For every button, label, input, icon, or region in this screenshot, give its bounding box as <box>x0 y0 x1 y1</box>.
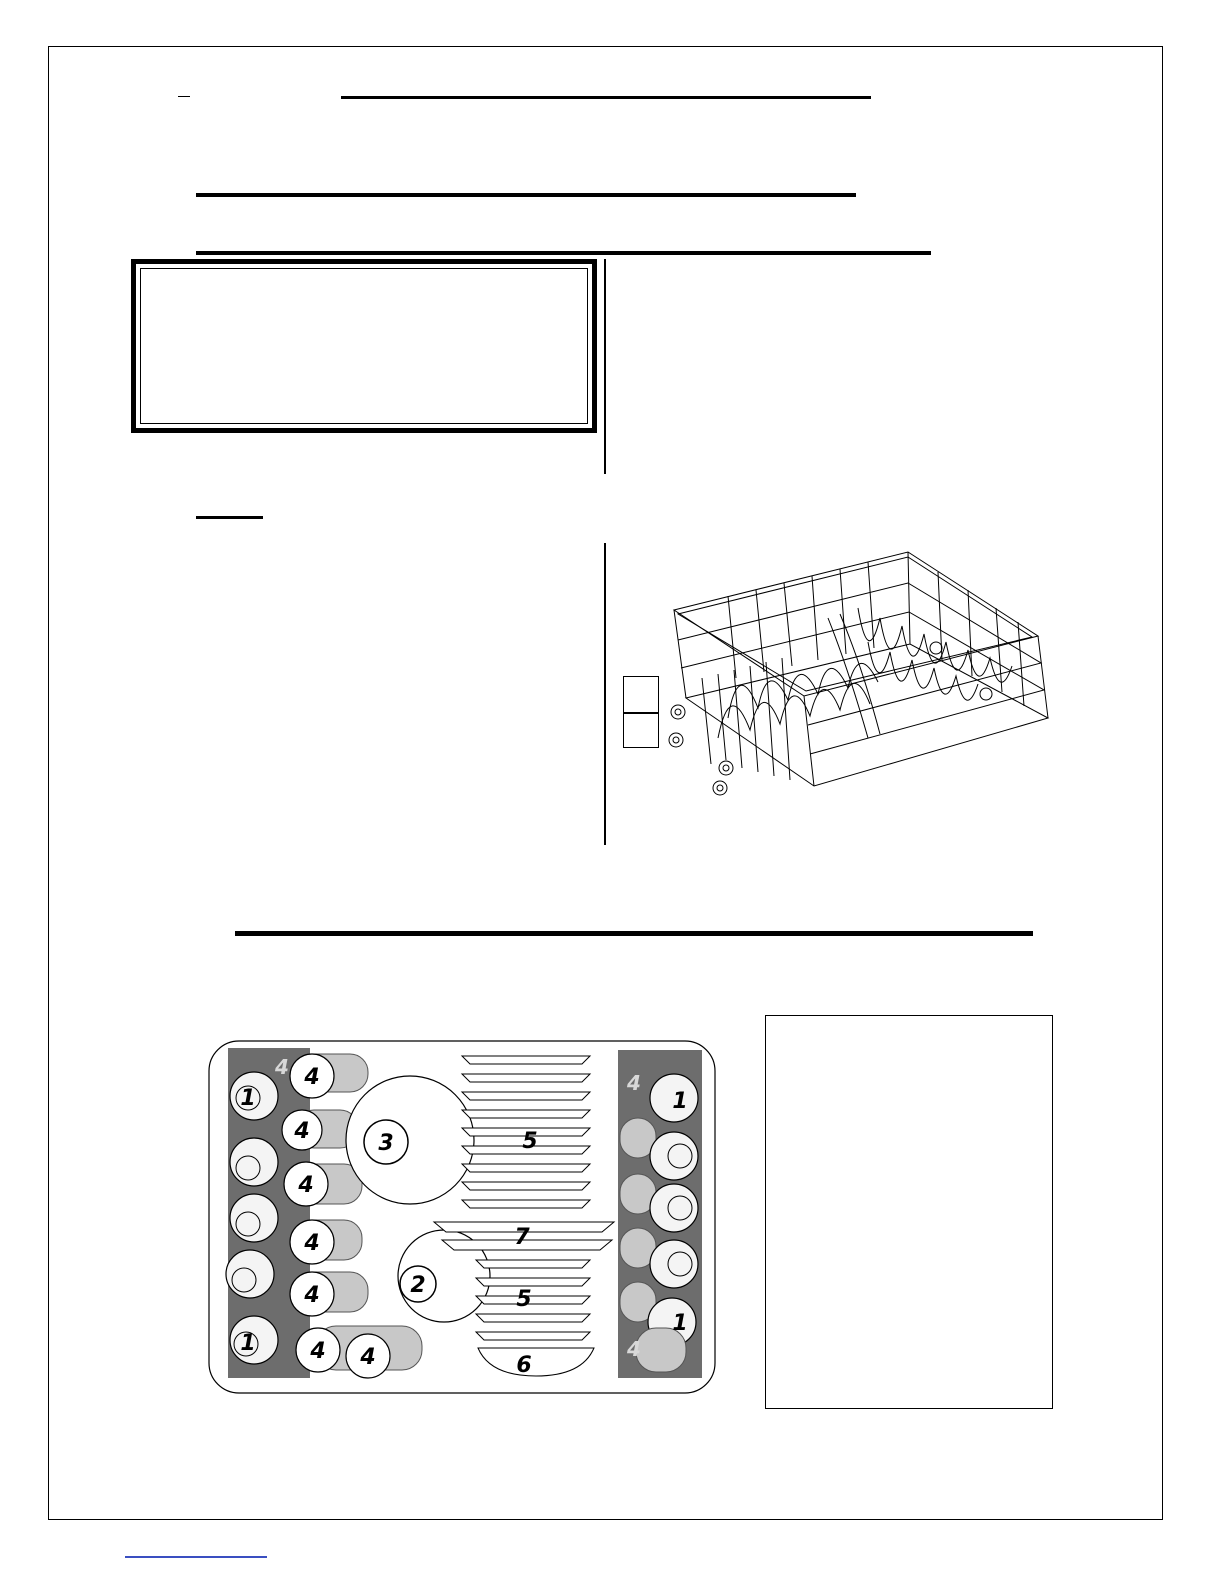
label-bowl: 6 <box>516 1353 532 1378</box>
rack-top-rim <box>674 552 1038 696</box>
label-plates: 5 <box>516 1287 532 1312</box>
label-cup: 1 <box>672 1311 688 1336</box>
label-glass: 4 <box>304 1231 320 1256</box>
column-divider-top <box>604 259 606 474</box>
label-platter: 7 <box>514 1225 530 1250</box>
label-plates: 5 <box>522 1129 538 1154</box>
upper-rack-svg <box>618 548 1066 820</box>
section-rule <box>235 931 1033 936</box>
header-dash <box>178 96 190 97</box>
label-cup: 1 <box>240 1086 256 1111</box>
column-divider-bottom <box>604 543 606 845</box>
label-glass: 4 <box>304 1283 320 1308</box>
label-glass-faint: 4 <box>275 1055 289 1079</box>
title-rule <box>341 96 871 99</box>
warning-frame-inner <box>140 268 588 424</box>
label-glass-faint: 4 <box>627 1071 641 1095</box>
loading-legend-box <box>765 1015 1053 1409</box>
label-glass: 4 <box>294 1119 310 1144</box>
footer-link-underline[interactable] <box>125 1556 267 1558</box>
upper-rack-illustration <box>618 548 1066 820</box>
label-glass: 4 <box>310 1339 326 1364</box>
label-cup: 1 <box>240 1331 256 1356</box>
label-glass-faint: 4 <box>627 1337 641 1361</box>
label-medium-plate: 2 <box>410 1273 426 1298</box>
label-cup: 1 <box>672 1089 688 1114</box>
lower-rack-loading-diagram <box>206 1038 718 1396</box>
heading-rule-1 <box>196 193 856 197</box>
label-large-plate: 3 <box>378 1131 394 1156</box>
label-glass: 4 <box>298 1173 314 1198</box>
note-underline <box>196 516 263 519</box>
warning-frame <box>131 259 597 433</box>
loading-diagram-svg <box>206 1038 718 1396</box>
label-glass: 4 <box>360 1345 376 1370</box>
label-glass: 4 <box>304 1065 320 1090</box>
heading-rule-2 <box>196 251 931 255</box>
